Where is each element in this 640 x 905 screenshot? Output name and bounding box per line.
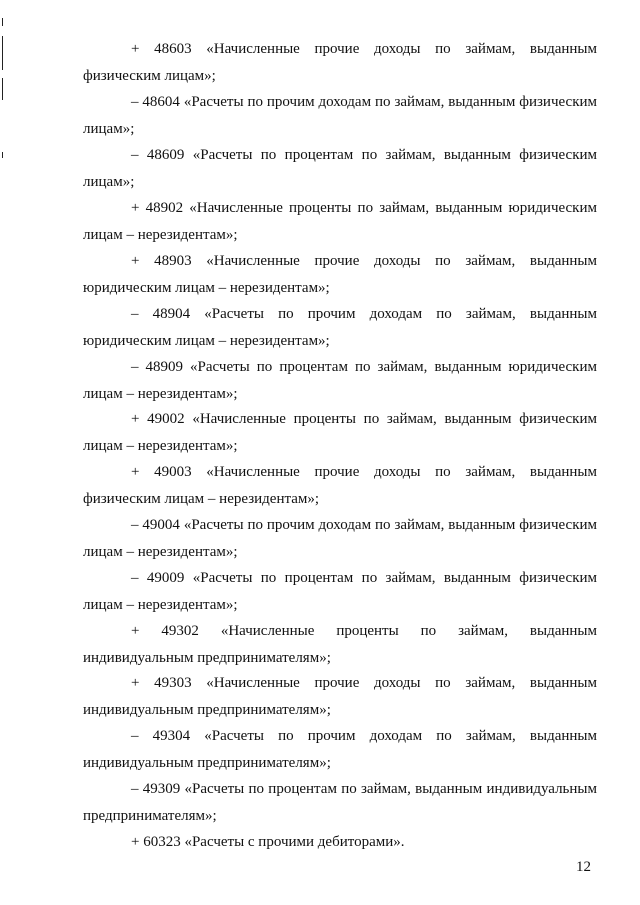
account-entry: + 49302 «Начисленные проценты по займам, выданным индивидуальным предпринимателям»; bbox=[83, 623, 597, 666]
account-entry: – 48909 «Расчеты по процентам по займам, выданным юридическим лицам – нерезидентам»; bbox=[83, 359, 597, 402]
account-entry: + 49303 «Начисленные прочие доходы по займам, выданным индивидуальным предпринимателям»; bbox=[83, 675, 597, 718]
account-entry: – 49004 «Расчеты по прочим доходам по займам, выданным физическим лицам – нерезидентам»; bbox=[83, 517, 597, 560]
account-entry: + 48603 «Начисленные прочие доходы по займам, выданным физическим лицам»; bbox=[83, 41, 597, 84]
scan-margin-mark bbox=[2, 152, 3, 158]
scan-margin-mark bbox=[2, 36, 3, 70]
scan-margin-mark bbox=[2, 18, 3, 26]
account-entry: – 48609 «Расчеты по процентам по займам, выданным физическим лицам»; bbox=[83, 147, 597, 190]
account-entry: + 60323 «Расчеты с прочими дебиторами». bbox=[131, 834, 405, 850]
account-entry: + 48902 «Начисленные проценты по займам, выданным юридическим лицам – нерезидентам»; bbox=[83, 200, 597, 243]
account-entry: + 48903 «Начисленные прочие доходы по займам, выданным юридическим лицам – нерезидентам»; bbox=[83, 253, 597, 296]
account-entry: – 48604 «Расчеты по прочим доходам по займам, выданным физическим лицам»; bbox=[83, 94, 597, 137]
account-entry: – 49009 «Расчеты по процентам по займам, выданным физическим лицам – нерезидентам»; bbox=[83, 570, 597, 613]
scan-margin-mark bbox=[2, 78, 3, 100]
account-entry: + 49003 «Начисленные прочие доходы по займам, выданным физическим лицам – нерезидентам»; bbox=[83, 464, 597, 507]
account-entry: – 49304 «Расчеты по прочим доходам по займам, выданным индивидуальным предпринимателям»; bbox=[83, 728, 597, 771]
account-entry: – 48904 «Расчеты по прочим доходам по займам, выданным юридическим лицам – нерезидентам»; bbox=[83, 306, 597, 349]
page-number: 12 bbox=[576, 859, 591, 875]
account-entry: – 49309 «Расчеты по процентам по займам, выданным индивидуальным предпринимателям»; bbox=[83, 781, 597, 824]
account-entry: + 49002 «Начисленные проценты по займам, выданным физическим лицам – нерезидентам»; bbox=[83, 411, 597, 454]
